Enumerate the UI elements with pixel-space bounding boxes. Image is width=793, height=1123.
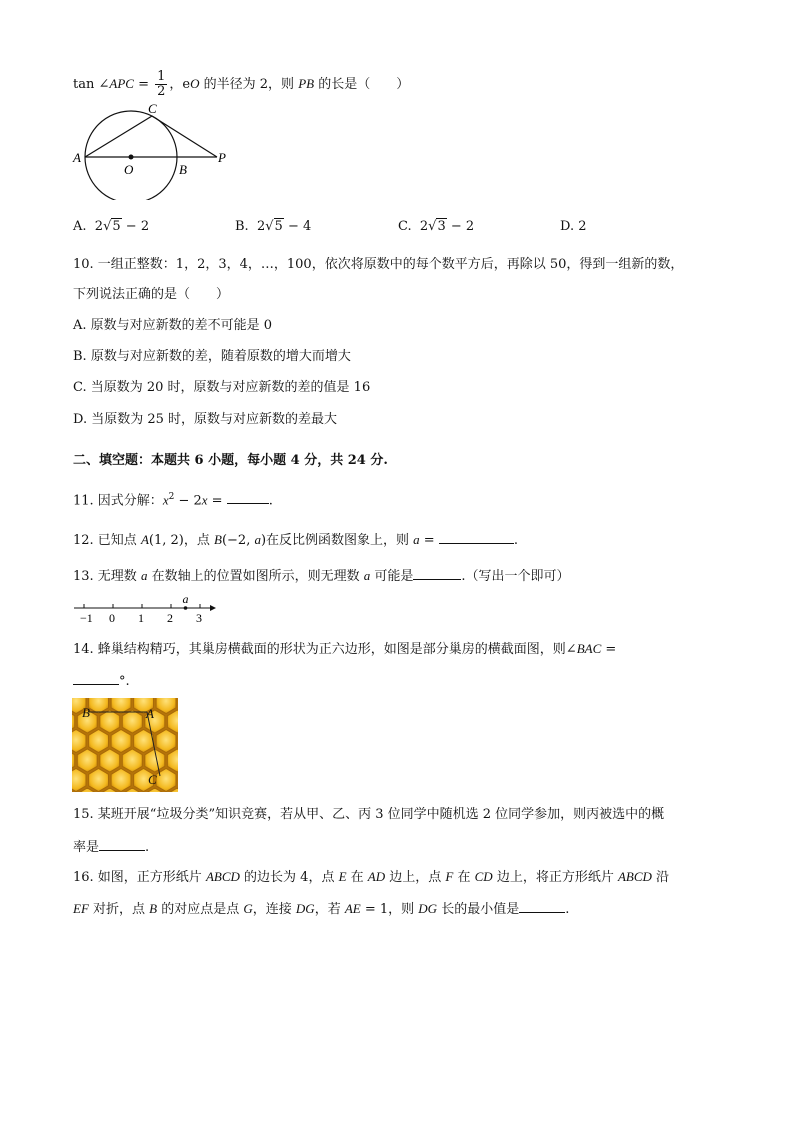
circle-label-O: O — [190, 76, 200, 91]
q10-option-d: D. 当原数为 25 时，原数与对应新数的差最大 — [73, 412, 338, 427]
stem-text-b: 的半径为 2，则 — [199, 77, 299, 92]
q14-line1 — [73, 640, 616, 659]
answer-blank[interactable] — [439, 530, 514, 544]
q12-prefix: 12. 已知点 — [73, 533, 141, 548]
option-letter: B. — [235, 219, 249, 234]
angle-text: ∠APC — [98, 76, 134, 91]
side-CD: CD — [474, 869, 493, 884]
option-radicand: 5 — [112, 219, 121, 234]
q13-mid: 在数轴上的位置如图所示，则无理数 — [147, 569, 364, 584]
q15-prefix: 率是 — [73, 840, 100, 855]
option-coef: 2 — [94, 219, 104, 234]
section-heading: 二、填空题：本题共 6 小题，每小题 4 分，共 24 分. — [73, 453, 388, 468]
q9-option-a: A. 2√5 − 2 — [73, 219, 150, 234]
option-tail: − 4 — [283, 219, 312, 234]
chord-AC — [85, 116, 152, 157]
circle-symbol: e — [182, 77, 191, 92]
axis-tick-label: 1 — [138, 611, 144, 625]
answer-blank[interactable] — [519, 899, 565, 913]
var-a: a — [413, 532, 420, 547]
var-x: x — [201, 492, 208, 508]
option-letter: A. — [73, 219, 87, 234]
point-B-coord: (−2, — [221, 533, 255, 548]
label-O: O — [124, 162, 134, 177]
q9-option-c: C. 2√3 − 2 — [398, 219, 475, 234]
tangent-CP — [152, 116, 217, 157]
option-coef: 2 — [419, 219, 429, 234]
point-G: G — [243, 901, 253, 916]
option-radicand: 3 — [437, 219, 446, 234]
segment-AE: AE — [344, 901, 361, 916]
q16-line1 — [73, 868, 669, 887]
q11 — [73, 488, 273, 510]
var-a: a — [254, 532, 261, 547]
axis-ticks — [80, 604, 202, 625]
q10-option-a: A. 原数与对应新数的差不可能是 0 — [73, 318, 273, 333]
q16-line2 — [73, 899, 569, 919]
q13 — [73, 566, 570, 586]
segment-DG: DG — [295, 901, 315, 916]
q16-text: 的对应点是点 — [157, 902, 244, 917]
q9-stem — [73, 70, 409, 99]
label-A: A — [73, 150, 81, 165]
side-AD: AD — [367, 869, 386, 884]
point-a-label: a — [182, 592, 189, 606]
label-P: P — [218, 150, 226, 165]
option-coef: 2 — [256, 219, 266, 234]
q10-line1: 10. 一组正整数：1，2，3，4，…，100，依次将原数中的每个数平方后，再除以 50，得到一组新的数， — [73, 257, 684, 272]
q14-text: 14. 蜂巢结构精巧，其巢房横截面的形状为正六边形，如图是部分巢房的横截面图，则∠ — [73, 642, 577, 657]
center-dot — [129, 155, 134, 160]
option-radicand: 5 — [274, 219, 283, 234]
fraction-numerator: 1 — [157, 69, 166, 84]
answer-blank[interactable] — [73, 671, 119, 685]
tan-text: tan — [73, 77, 95, 92]
period: . — [145, 840, 150, 855]
label-C: C — [148, 772, 157, 787]
stem-text-c: 的长是（ ） — [314, 77, 410, 92]
q16-text: 的边长为 4，点 — [239, 870, 339, 885]
q16-text: 对折，点 — [88, 902, 150, 917]
q12 — [73, 530, 518, 550]
var-a: a — [363, 568, 371, 583]
axis-tick-label: 0 — [109, 611, 115, 625]
q13-rest: 可能是 — [370, 569, 414, 584]
axis-tick-label: 3 — [196, 611, 202, 625]
equals: = — [419, 533, 439, 548]
fraction-denominator: 2 — [157, 84, 166, 99]
degree-suffix: °. — [119, 674, 130, 689]
q16-text: = 1，则 — [360, 902, 419, 917]
q16-text: 长的最小值是 — [437, 902, 520, 917]
axis-tick-label: 2 — [167, 611, 173, 625]
equals: = — [207, 493, 227, 509]
answer-blank[interactable] — [227, 490, 269, 504]
option-value: 2 — [578, 219, 587, 234]
segment-DG: DG — [418, 901, 438, 916]
point-B: B — [149, 901, 158, 916]
option-tail: − 2 — [121, 219, 150, 234]
q16-text: 沿 — [651, 870, 670, 885]
q16-text: 16. 如图，正方形纸片 — [73, 870, 206, 885]
q9-option-d — [560, 218, 587, 236]
option-tail: − 2 — [446, 219, 475, 234]
q16-text: 在 — [453, 870, 475, 885]
equals: = — [601, 642, 617, 657]
answer-blank[interactable] — [99, 837, 145, 851]
axis-tick-label: −1 — [80, 611, 93, 625]
q10-option-c: C. 当原数为 20 时，原数与对应新数的差的值是 16 — [73, 380, 371, 395]
q13-suffix: .（写出一个即可） — [461, 569, 570, 584]
q10-line2: 下列说法正确的是（ ） — [73, 287, 230, 302]
segment-EF: EF — [73, 901, 89, 916]
period: . — [565, 902, 570, 917]
circle-tangent-diagram — [70, 100, 240, 200]
square-ABCD: ABCD — [617, 869, 652, 884]
q12-rest: 在反比例函数图象上，则 — [266, 533, 414, 548]
q15-line1: 15. 某班开展“垃圾分类”知识竞赛，若从甲、乙、丙 3 位同学中随机选 2 位同学参加，则丙被选中的概 — [73, 807, 665, 822]
q14-line2 — [73, 671, 130, 691]
q16-text: 边上，点 — [385, 870, 446, 885]
point-A: A — [140, 532, 149, 547]
number-line — [70, 592, 220, 626]
axis-arrow — [210, 605, 216, 611]
equals: = — [133, 77, 154, 92]
answer-blank[interactable] — [413, 566, 461, 580]
option-letter: C. — [398, 219, 412, 234]
fraction — [155, 70, 167, 99]
q15-line2 — [73, 837, 149, 857]
q16-text: ，若 — [314, 902, 345, 917]
label-B: B — [82, 705, 90, 720]
point-E: E — [338, 869, 347, 884]
q12-mid: ，点 — [183, 533, 214, 548]
q11-prefix: 11. 因式分解： — [73, 493, 163, 509]
period: . — [513, 533, 518, 548]
square-ABCD: ABCD — [205, 869, 240, 884]
point-F: F — [445, 869, 454, 884]
option-letter: D. — [560, 219, 575, 234]
q10-option-b: B. 原数与对应新数的差，随着原数的增大而增大 — [73, 349, 351, 364]
point-B: B — [214, 532, 222, 547]
q16-text: ，连接 — [252, 902, 296, 917]
point-A-coord: (1, 2) — [148, 533, 184, 548]
label-A: A — [146, 706, 154, 721]
exponent: 2 — [168, 492, 175, 502]
comma: ， — [169, 77, 183, 92]
segment-PB: PB — [298, 76, 315, 91]
angle-BAC: BAC — [576, 641, 602, 656]
q16-text: 在 — [346, 870, 368, 885]
q16-text: 边上，将正方形纸片 — [492, 870, 618, 885]
var-a: a — [140, 568, 148, 583]
var-x: x — [162, 492, 169, 508]
label-C: C — [148, 101, 157, 116]
q13-prefix: 13. 无理数 — [73, 569, 141, 584]
honeycomb-image — [72, 698, 178, 792]
q9-option-b: B. 2√5 − 4 — [235, 219, 312, 234]
point-a — [184, 606, 188, 610]
period: . — [268, 493, 273, 509]
expr-rest: − 2 — [174, 493, 202, 509]
paren: ) — [260, 533, 267, 548]
label-B: B — [179, 162, 187, 177]
